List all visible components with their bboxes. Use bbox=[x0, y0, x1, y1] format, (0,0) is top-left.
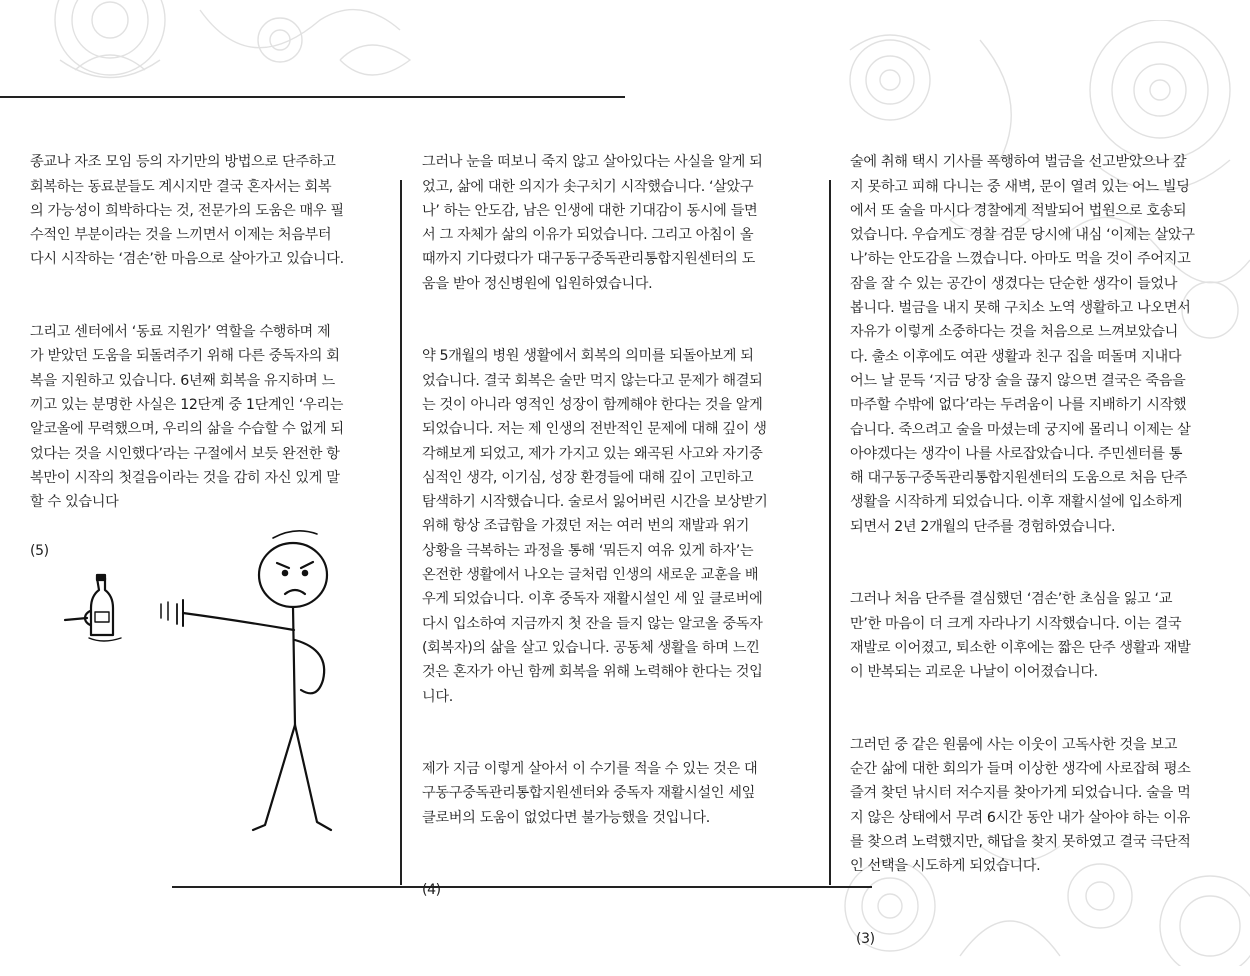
paragraph: 종교나 자조 모임 등의 자기만의 방법으로 단주하고 회복하는 동료분들도 계시지만 결국 혼자서는 회복 의 가능성이 희박하다는 것, 전문가의 도움은 매우 필 수적인 부분이라는 것을 느끼면서 이제는 처음부터 다시 시작하는 ‘겸손’한 마음으로 살아가고 있습니다. bbox=[30, 154, 344, 268]
floral-ornament-top-left bbox=[20, 0, 440, 95]
page-number: (4) bbox=[422, 882, 441, 899]
column-divider-left bbox=[400, 180, 402, 885]
paragraph: 술에 취해 택시 기사를 폭행하여 벌금을 선고받았으나 갚 지 못하고 피해 다니는 중 새벽, 문이 열려 있는 어느 빌딩 에서 또 술을 마시다 경찰에게 적발되어 법원으로 호송되 었습니다. 우습게도 경찰 검문 당시에 내심 ‘이제는 살았구 나’하는 안도감을 느꼈습니다. 아마도 먹을 것이 주어지고 잠을 잘 수 있는 공간이 생겼다는 단순한 생각이 들었나 봅니다. 벌금을 내지 못해 구치소 노역 생활하고 나오면서 자유가 이렇게 소중하다는 것을 처음으로 느껴보았습니 다. 출소 이후에도 여관 생활과 친구 집을 떠돌며 지내다 어느 날 문득 ‘지금 당장 술을 끊지 않으면 결국은 죽음을 마주할 수밖에 없다’라는 두려움이 나를 지배하기 시작했 습니다. 죽으려고 술을 마셨는데 궁지에 몰리니 이제는 살 아야겠다는 생각이 나를 사로잡았습니다. 주민센터를 통 해 대구동구중독관리통합지원센터의 도움으로 처음 단주 생활을 시작하게 되었습니다. 이후 재활시설에 입소하게 되면서 2년 2개월의 단주를 경험하였습니다. bbox=[850, 154, 1195, 535]
page-number: (3) bbox=[856, 930, 875, 947]
paragraph: 그러나 눈을 떠보니 죽지 않고 살아있다는 사실을 알게 되 었고, 삶에 대한 의지가 솟구치기 시작했습니다. ‘살았구 나’ 하는 안도감, 남은 인생에 대한 기대감이 동시에 들면 서 그 자체가 삶의 이유가 되었습니다. 그리고 아침이 올 때까지 기다렸다가 대구동구중독관리통합지원센터의 도 움을 받아 정신병원에 입원하였습니다. bbox=[422, 154, 763, 292]
page-number: (5) bbox=[30, 542, 49, 559]
paragraph: 제가 지금 이렇게 살아서 이 수기를 적을 수 있는 것은 대 구동구중독관리통합지원센터와 중독자 재활시설인 세잎 클로버의 도움이 없었다면 불가능했을 것입니다. bbox=[422, 761, 758, 826]
text-column-left bbox=[30, 126, 390, 587]
text-column-right bbox=[850, 126, 1235, 976]
column-divider-right bbox=[829, 180, 831, 885]
paragraph: 그러던 중 같은 원룸에 사는 이웃이 고독사한 것을 보고 순간 삶에 대한 회의가 들며 이상한 생각에 사로잡혀 평소 즐겨 찾던 낚시터 저수지를 찾아가게 되었습니다. 술을 먹 지 않은 상태에서 무려 6시간 동안 내가 살아야 하는 이유 를 찾으려 노력했지만, 해답을 찾지 못하였고 결국 극단적 인 선택을 시도하게 되었습니다. bbox=[850, 736, 1191, 875]
paragraph: 약 5개월의 병원 생활에서 회복의 의미를 되돌아보게 되 었습니다. 결국 회복은 술만 먹지 않는다고 문제가 해결되 는 것이 아니라 영적인 성장이 함께해야 한다는 것을 알게 되었습니다. 저는 제 인생의 전반적인 문제에 대해 깊이 생 각해보게 되었고, 제가 가지고 있는 왜곡된 사고와 자기중 심적인 생각, 이기심, 성장 환경들에 대해 깊이 고민하고 탐색하기 시작했습니다. 술로서 잃어버린 시간을 보상받기 위해 항상 조급함을 가졌던 저는 여러 번의 재발과 위기 상황을 극복하는 과정을 통해 ‘뭐든지 여유 있게 하자’는 온전한 생활에서 나오는 글처럼 인생의 새로운 교훈을 배 우게 되었습니다. 이후 중독자 재활시설인 세 잎 클로버에 다시 입소하여 지금까지 첫 잔을 들지 않는 알코올 중독자 (회복자)의 삶을 살고 있습니다. 공동체 생활을 하며 느낀 것은 혼자가 아닌 함께 회복을 위해 노력해야 한다는 것입 니다. bbox=[422, 348, 768, 705]
paragraph: 그리고 센터에서 ‘동료 지원가’ 역할을 수행하며 제 가 받았던 도움을 되돌려주기 위해 다른 중독자의 회 복을 지원하고 있습니다. 6년째 회복을 유지하며 느 끼고 있는 분명한 사실은 12단계 중 1단계인 ‘우리는 알코올에 무력했으며, 우리의 삶을 수습할 수 없게 되 었다는 것을 시인했다’라는 구절에서 보듯 완전한 항 복만이 시작의 첫걸음이라는 것을 감히 자신 있게 말 할 수 있습니다 bbox=[30, 324, 344, 511]
top-rule bbox=[0, 96, 625, 98]
text-column-middle bbox=[422, 126, 814, 927]
stickman-head bbox=[259, 543, 327, 607]
paragraph: 그러나 처음 단주를 결심했던 ‘겸손’한 초심을 잃고 ‘교 만’한 마음이 더 크게 자라나기 시작했습니다. 이는 결국 재발로 이어졌고, 퇴소한 이후에는 짧은 단주 생활과 재발 이 반복되는 괴로운 나날이 이어졌습니다. bbox=[850, 591, 1191, 681]
refusing-drink-stickman-illustration bbox=[55, 520, 375, 840]
stickman-body bbox=[293, 607, 295, 725]
bottle-icon bbox=[91, 578, 113, 635]
